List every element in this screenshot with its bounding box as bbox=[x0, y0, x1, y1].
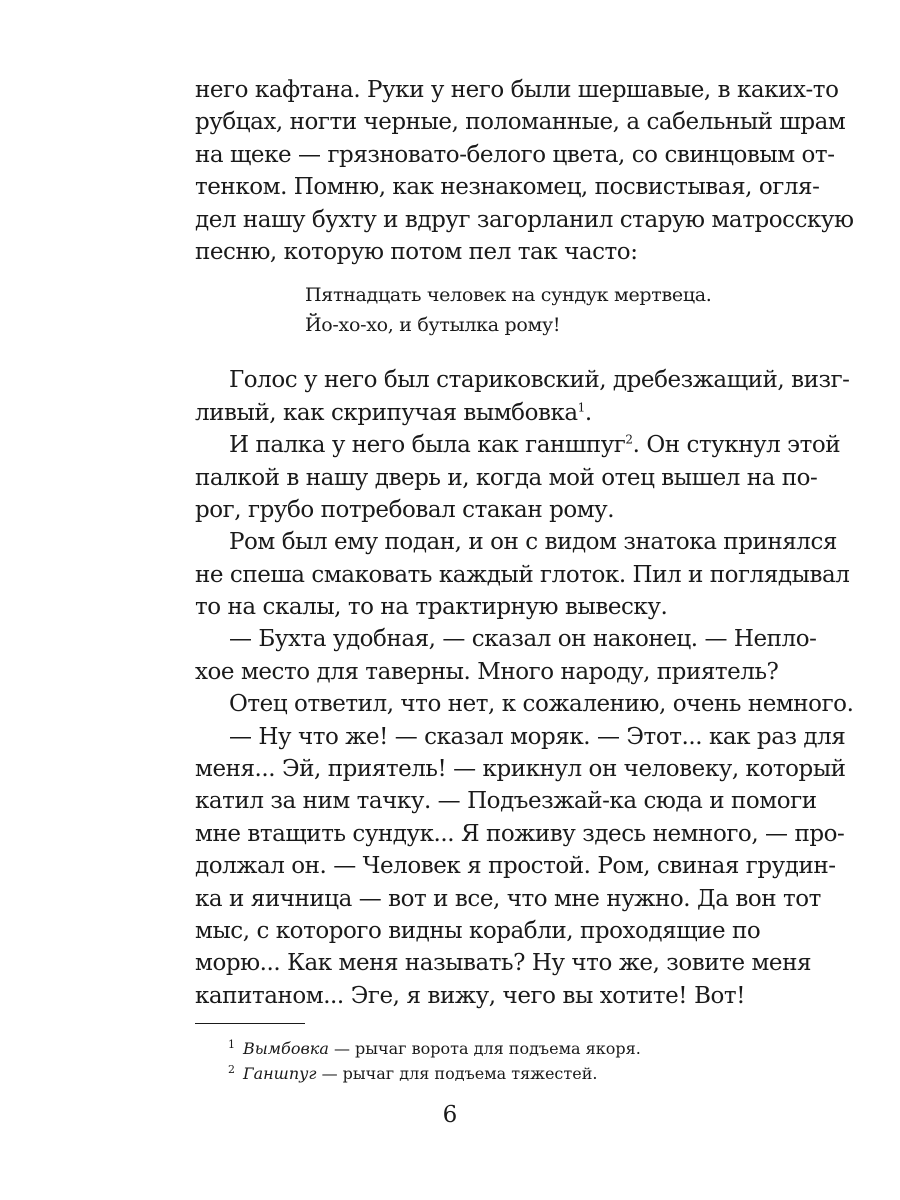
footnote-text: — рычаг для подъема тяжестей. bbox=[316, 1064, 598, 1083]
text-line: тенком. Помню, как незнакомец, посвистывая, огля- bbox=[195, 174, 820, 201]
footnotes bbox=[228, 1036, 748, 1086]
text-line: меня... Эй, приятель! — крикнул он человеку, который bbox=[195, 756, 846, 783]
verse-line: Йо-хо-хо, и бутылка рому! bbox=[305, 314, 561, 337]
text-line: рог, грубо потребовал стакан рому. bbox=[195, 496, 615, 523]
text-line bbox=[195, 429, 841, 461]
footnote-divider bbox=[195, 1023, 305, 1024]
text-line: должал он. — Человек я простой. Ром, свиная грудин- bbox=[195, 853, 836, 880]
text-line: палкой в нашу дверь и, когда мой отец вышел на по- bbox=[195, 464, 818, 491]
text-fragment: И палка у него была как ганшпуг bbox=[229, 432, 626, 459]
page-body bbox=[195, 74, 854, 1012]
footnote-text: — рычаг ворота для подъема якоря. bbox=[328, 1039, 641, 1058]
text-fragment: ливый, как скрипучая вымбовка bbox=[195, 399, 578, 426]
text-line bbox=[195, 397, 745, 429]
text-line: — Ну что же! — сказал моряк. — Этот... как раз для bbox=[229, 723, 846, 750]
text-line: мне втащить сундук... Я поживу здесь немного, — про- bbox=[195, 820, 845, 847]
text-line: то на скалы, то на трактирную вывеску. bbox=[195, 594, 668, 621]
footnote-ref-2[interactable]: 2 bbox=[625, 432, 633, 447]
footnote-term: Ганшпуг bbox=[243, 1064, 317, 1083]
text-line: Голос у него был стариковский, дребезжащий, визг- bbox=[229, 367, 850, 394]
text-line: — Бухта удобная, — сказал он наконец. — Непло- bbox=[229, 626, 817, 653]
text-line: рубцах, ногти черные, поломанные, а сабельный шрам bbox=[195, 109, 846, 136]
text-line: Ром был ему подан, и он с видом знатока принялся bbox=[229, 529, 837, 556]
text-line: хое место для таверны. Много народу, приятель? bbox=[195, 658, 779, 685]
text-line: морю... Как меня называть? Ну что же, зовите меня bbox=[195, 950, 812, 977]
text-line: ка и яичница — вот и все, что мне нужно. Да вон тот bbox=[195, 885, 821, 912]
text-line: на щеке — грязновато-белого цвета, со свинцовым от- bbox=[195, 141, 835, 168]
verse-line: Пятнадцать человек на сундук мертвеца. bbox=[305, 284, 712, 307]
text-line: него кафтана. Руки у него были шершавые, в каких-то bbox=[195, 77, 839, 103]
footnote-term: Вымбовка bbox=[243, 1039, 329, 1058]
text-line: не спеша смаковать каждый глоток. Пил и поглядывал bbox=[195, 561, 850, 588]
text-line: дел нашу бухту и вдруг загорланил старую матросскую bbox=[195, 206, 854, 233]
footnote-number: 1 bbox=[228, 1037, 235, 1051]
footnote-1 bbox=[228, 1036, 748, 1061]
footnote-ref-1[interactable]: 1 bbox=[577, 400, 585, 415]
footnote-number: 2 bbox=[228, 1062, 235, 1076]
text-line: капитаном... Эге, я вижу, чего вы хотите! Вот! bbox=[195, 982, 745, 1009]
verse-epigraph bbox=[195, 280, 745, 340]
footnote-2 bbox=[228, 1061, 748, 1086]
text-line: песню, которую потом пел так часто: bbox=[195, 238, 638, 265]
text-line: Отец ответил, что нет, к сожалению, очень немного. bbox=[229, 691, 854, 718]
text-line: мыс, с которого видны корабли, проходящие по bbox=[195, 917, 761, 944]
page-number: 6 bbox=[442, 1102, 458, 1128]
text-line: катил за ним тачку. — Подъезжай-ка сюда и помоги bbox=[195, 788, 817, 815]
text-fragment: . Он стукнул этой bbox=[632, 432, 841, 459]
text-fragment: . bbox=[584, 399, 592, 426]
